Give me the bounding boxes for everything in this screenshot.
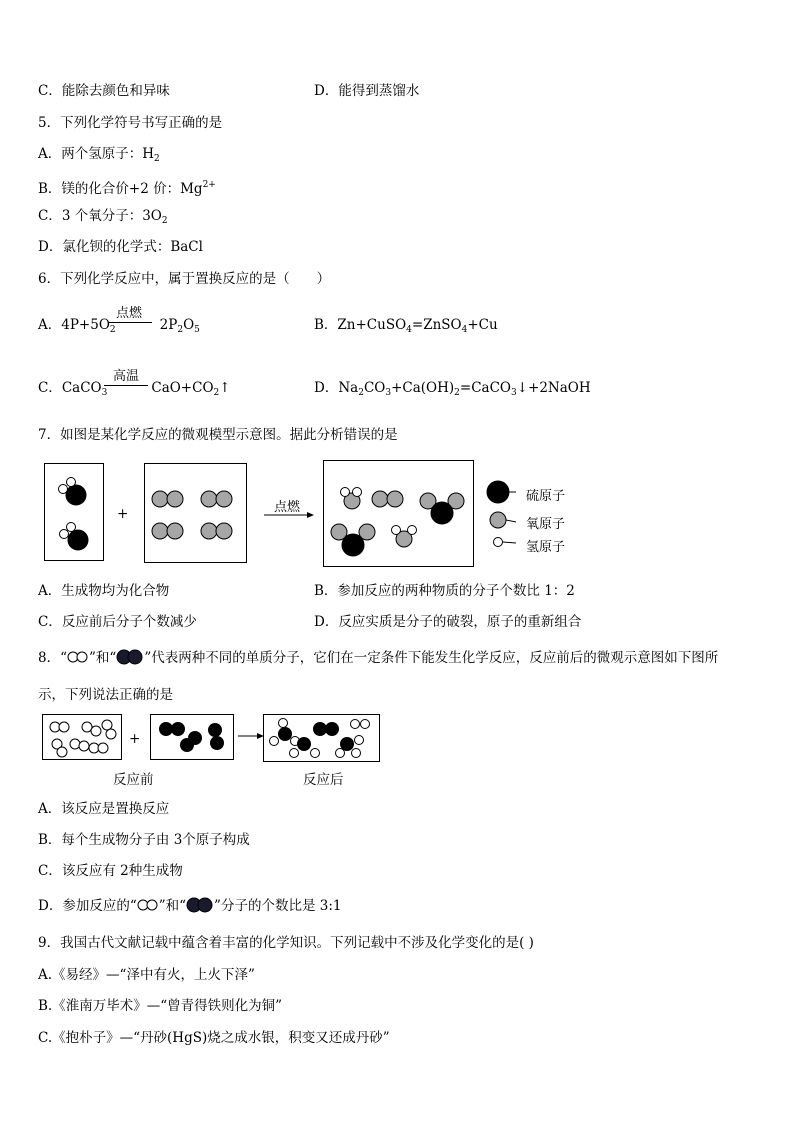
q7-product-molecules	[324, 461, 475, 568]
q6-a-condition: 点燃	[115, 306, 142, 321]
q8-d-black-molecule-icon	[186, 897, 214, 913]
q6-c-reaction-line	[104, 385, 148, 386]
q6-a-reaction-line	[108, 322, 152, 323]
q8-after-molecules	[264, 715, 381, 763]
q8-white-molecule-icon	[67, 650, 89, 664]
q9-option-a: A.《易经》—“泽中有火，上火下泽”	[38, 967, 255, 983]
q8-reaction-arrow	[238, 731, 264, 741]
q8-option-d: D．参加反应的“ ”和“ ”分子的个数比是 3:1	[38, 898, 342, 914]
q4-option-c: C．能除去颜色和异味	[38, 83, 170, 99]
q7-condition: 点燃	[273, 500, 300, 515]
q7-box-o2	[144, 463, 247, 563]
q8-box-white	[42, 714, 122, 760]
q6-stem: 6．下列化学反应中，属于置换反应的是（ ）	[38, 271, 331, 287]
q9-stem: 9．我国古代文献记载中蕴含着丰富的化学知识。下列记载中不涉及化学变化的是( )	[38, 935, 534, 951]
q8-label-after: 反应后	[303, 772, 344, 788]
q7-option-c: C．反应前后分子个数减少	[38, 614, 197, 630]
q7-h2s-molecules	[45, 464, 105, 562]
q8-d-white-molecule-icon	[137, 898, 159, 912]
q5-option-b: B．镁的化合价+2 价：$Mg^{2+}$	[38, 180, 216, 197]
q9-option-b: B.《淮南万毕术》—“曾青得铁则化为铜”	[38, 998, 283, 1014]
q5-option-d: D．氯化钡的化学式：BaCl	[38, 239, 203, 255]
q8-label-before: 反应前	[113, 772, 154, 788]
q4-option-d: D．能得到蒸馏水	[314, 83, 420, 99]
q7-box-h2s	[44, 463, 104, 561]
q5-option-c: C．3 个氧分子：$3O_2$	[38, 208, 168, 226]
q8-option-c: C．该反应有 2种生成物	[38, 863, 183, 879]
q7-reaction-arrow	[264, 510, 314, 520]
q7-plus: +	[117, 506, 129, 522]
q7-legend-oxygen: 氧原子	[526, 517, 566, 532]
q9-option-c: C.《抱朴子》—“丹砂(HgS)烧之成水银，积变又还成丹砂”	[38, 1030, 390, 1046]
q6-option-a: A．$4P+5O_2$ $2P_2O_5$	[38, 317, 200, 335]
q6-option-c: C．CaCO$_3$ $CaO+CO_2↑$	[38, 380, 231, 398]
q7-legend-hydrogen: 氢原子	[526, 540, 566, 555]
q8-box-after	[263, 714, 380, 762]
q5-stem: 5．下列化学符号书写正确的是	[38, 115, 223, 131]
q8-white-molecules	[43, 715, 123, 761]
q7-box-products	[323, 460, 474, 567]
q6-c-condition: 高温	[112, 369, 139, 384]
q7-legend-symbols	[486, 480, 516, 550]
q6-option-b: B．Zn+CuSO$_4$=ZnSO$_4$+Cu	[314, 317, 498, 335]
q7-option-a: A．生成物均为化合物	[38, 583, 170, 599]
q8-black-molecule-icon	[116, 649, 144, 665]
q7-o2-molecules	[145, 464, 248, 564]
q6-option-d: D．$Na_2CO_3+Ca(OH)_2=CaCO_3↓+2NaOH$	[314, 380, 591, 398]
q8-plus: +	[129, 731, 141, 747]
q8-option-b: B．每个生成物分子由 3个原子构成	[38, 832, 250, 848]
q5-option-a: A．两个氢原子：$H_2$	[38, 146, 160, 164]
q7-legend-sulfur: 硫原子	[526, 489, 566, 504]
q7-stem: 7．如图是某化学反应的微观模型示意图。据此分析错误的是	[38, 427, 398, 443]
q8-box-black	[150, 714, 234, 760]
q8-option-a: A．该反应是置换反应	[38, 801, 170, 817]
q7-option-d: D．反应实质是分子的破裂，原子的重新组合	[314, 614, 582, 630]
q8-stem: 8．“ ”和“ ”代表两种不同的单质分子，它们在一定条件下能发生化学反应，反应前后的微观示意图如下图所	[38, 650, 719, 666]
q8-black-molecules	[151, 715, 235, 761]
q7-option-b: B．参加反应的两种物质的分子个数比 1：2	[314, 583, 575, 599]
q8-stem-line2: 示，下列说法正确的是	[38, 687, 173, 703]
